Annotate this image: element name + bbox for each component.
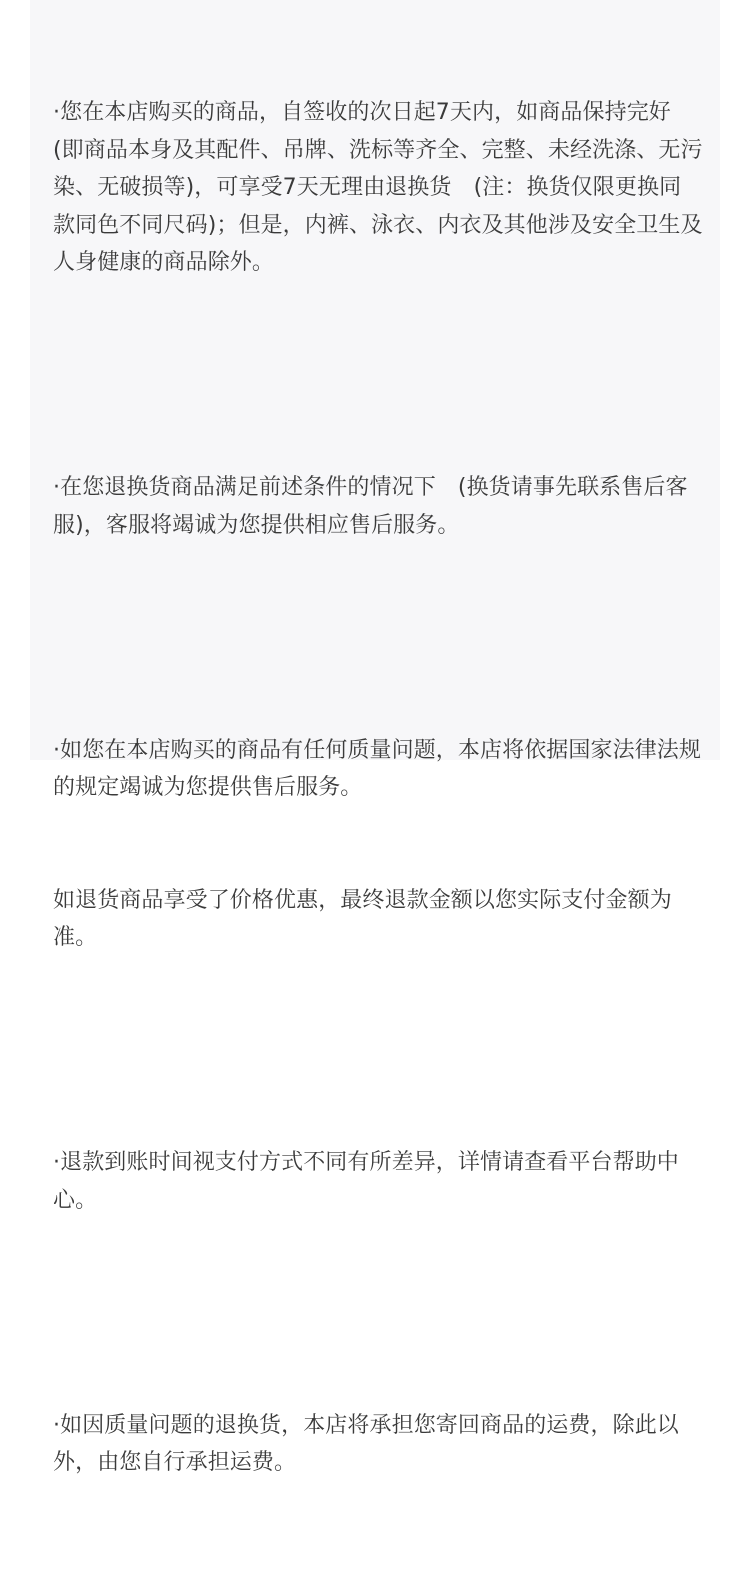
policy-paragraph-refund-timing xyxy=(53,1069,703,1294)
return-policy-text xyxy=(53,19,703,1594)
policy-line: 如退货商品享受了价格优惠，最终退款金额以您实际支付金额为准。 xyxy=(53,887,672,950)
policy-line: ·您在本店购买的商品，自签收的次日起7天内，如商品保持完好 (即商品本身及其配件、吊牌、洗标等齐全、完整、未经洗涤、无污染、无破损等)，可享受7天无理由退换货 (注：换货仅限更换同款同色不同尺码)；但是，内裤、泳衣、内衣及其他涉及安全卫生及人身健康的商品除外。 xyxy=(53,100,703,275)
policy-line: ·如您在本店购买的商品有任何质量问题，本店将依据国家法律法规的规定竭诚为您提供售后服务。 xyxy=(53,737,701,800)
policy-paragraph-quality-issues xyxy=(53,657,703,1032)
policy-paragraph-shipping-cost xyxy=(53,1332,703,1557)
policy-line: ·如因质量问题的退换货，本店将承担您寄回商品的运费，除此以外，由您自行承担运费。 xyxy=(53,1412,679,1475)
policy-paragraph-exchange-service xyxy=(53,394,703,619)
policy-line: ·在您退换货商品满足前述条件的情况下 (换货请事先联系售后客服)，客服将竭诚为您提供相应售后服务。 xyxy=(53,475,688,538)
policy-paragraph-seven-day-return xyxy=(53,19,703,357)
policy-line: ·退款到账时间视支付方式不同有所差异，详情请查看平台帮助中心。 xyxy=(53,1150,679,1213)
